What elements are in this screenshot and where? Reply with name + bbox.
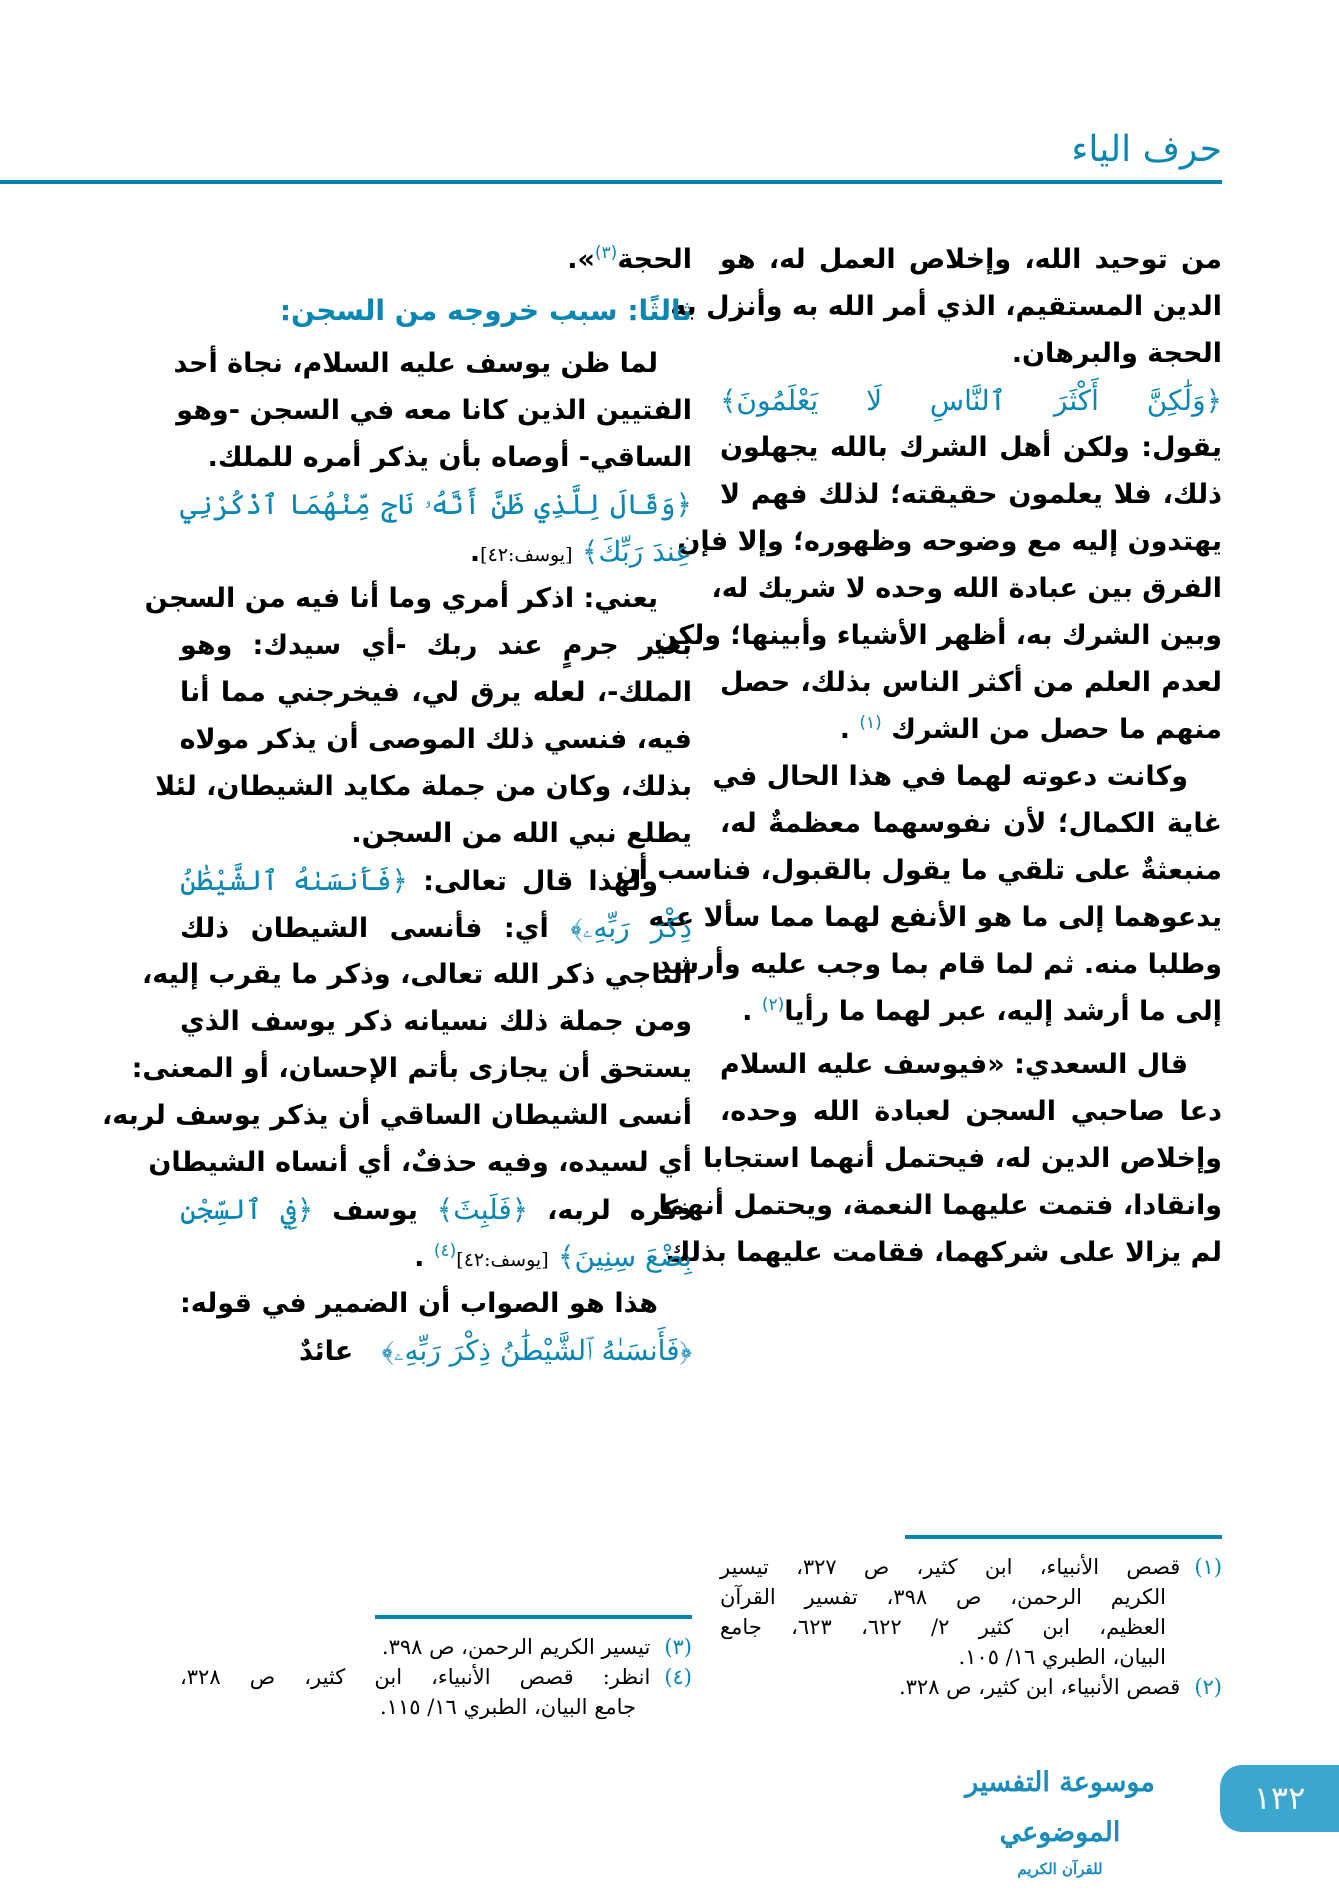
body-line: يعني: اذكر أمري وما أنا فيه من السجن [144, 583, 658, 614]
quran-verse: ﴿فِي ٱلسِّجْنِ [180, 1193, 314, 1226]
body-line: فيه، فنسي ذلك الموصى أن يذكر مولاه [179, 724, 692, 755]
quran-verse: بِضْعَ سِنِينَ﴾ [558, 1240, 692, 1273]
body-line: وانقادا، فتمت عليهما النعمة، ويحتمل أنهما [658, 1190, 1222, 1221]
logo-title: موسوعة التفسير الموضوعي [965, 1767, 1155, 1848]
punctuation: . [742, 996, 753, 1027]
body-line: من توحيد الله، وإخلاص العمل له، هو [720, 244, 1222, 275]
verse-line [180, 1233, 692, 1280]
footnote-ref-2[interactable]: (٢) [761, 995, 785, 1015]
footnote-line: البيان، الطبري ١٦/ ١٠٥. [958, 1645, 1166, 1669]
footnote-number: (٤) [664, 1665, 692, 1689]
body-line: بذلك، وكان من جملة مكايد الشيطان، لئلا [155, 771, 692, 802]
footnote-line: جامع البيان، الطبري ١٦/ ١١٥. [379, 1695, 636, 1719]
logo-subtitle: للقرآن الكريم [1017, 1860, 1103, 1878]
quran-verse: ذِكْرَ رَبِّهِۦ﴾ [570, 911, 692, 944]
body-line [720, 988, 1222, 1035]
body-text: عائدٌ [298, 1336, 354, 1367]
section-heading: ثالثًا: سبب خروجه من السجن: [279, 294, 692, 327]
footnote-text: قصص الأنبياء، ابن كثير، ص ٣٢٧، تيسير [720, 1555, 1181, 1579]
quran-verse: ﴿وَقَالَ لِلَّذِي ظَنَّ أَنَّهُۥ نَاجٖ مِّنْهُمَا ٱذْكُرْنِي [180, 488, 692, 521]
footnote-line: الكريم الرحمن، ص ٣٩٨، تفسير القرآن [720, 1585, 1167, 1609]
header-divider [0, 180, 1222, 184]
quran-verse: ﴿فَأَنسَىٰهُ ٱلشَّيْطَٰنُ ذِكْرَ رَبِّهِۦ﴾ [381, 1334, 692, 1367]
body-line [180, 904, 692, 951]
body-line [720, 706, 1222, 753]
body-line: الفتيين الذين كانا معه في السجن -وهو [176, 395, 692, 426]
punctuation: . [469, 537, 481, 568]
body-line: ذلك، فلا يعلمون حقيقته؛ لذلك فهم لا [720, 479, 1222, 510]
body-line: وكانت دعوته لهما في هذا الحال في [712, 761, 1188, 792]
footnote-number: (٢) [1194, 1675, 1222, 1699]
footnote-text: قصص الأنبياء، ابن كثير، ص ٣٢٨. [898, 1675, 1181, 1699]
body-line [180, 1327, 692, 1374]
quran-verse: عِندَ رَبِّكَ﴾ [581, 535, 692, 568]
body-line: منبعثةٌ على تلقي ما يقول بالقبول، فناسب أن [615, 855, 1222, 886]
punctuation: ». [567, 244, 595, 275]
body-text: منهم ما حصل من الشرك [891, 714, 1222, 745]
footnote-line: العظيم، ابن كثير ٢/ ٦٢٢، ٦٢٣، جامع [720, 1615, 1166, 1639]
footnote-1 [720, 1552, 1222, 1582]
body-text: ذكره لربه، [547, 1195, 692, 1226]
footnote-divider [905, 1535, 1222, 1539]
body-line: وبين الشرك به، أظهر الأشياء وأبينها؛ ولكن [654, 620, 1222, 651]
verse-reference: [يوسف:٤٢] [456, 1249, 549, 1271]
footnote-text: تيسير الكريم الرحمن، ص ٣٩٨. [381, 1635, 651, 1659]
body-line: الفرق بين عبادة الله وحده لا شريك له، [711, 573, 1222, 604]
punctuation: . [839, 714, 850, 745]
body-line: هذا هو الصواب أن الضمير في قوله: [180, 1288, 658, 1319]
body-line: ومن جملة ذلك نسيانه ذكر يوسف الذي [180, 1006, 692, 1037]
footnote-divider [375, 1615, 692, 1619]
body-line: أي لسيده، وفيه حذفٌ، أي أنساه الشيطان [148, 1147, 692, 1178]
body-line: لم يزالا على شركهما، فقامت عليهما بذلك [665, 1237, 1222, 1268]
footnote-ref-3[interactable]: (٣) [594, 243, 618, 263]
footnote-ref-4[interactable]: (٤) [433, 1241, 457, 1261]
body-line: الملك-، لعله يرق لي، فيخرجني مما أنا [180, 677, 692, 708]
body-text: الحجة [617, 244, 692, 275]
footnotes-left [180, 1632, 692, 1722]
page-number: ١٣٢ [1220, 1765, 1339, 1832]
quran-verse: ﴿فَأَنسَىٰهُ ٱلشَّيْطَٰنُ [180, 864, 408, 897]
footnote-4 [180, 1662, 692, 1692]
body-text: أي: فأنسى الشيطان ذلك [180, 913, 549, 944]
body-line: الدين المستقيم، الذي أمر الله به وأنزل به [670, 291, 1222, 322]
body-line: أنسى الشيطان الساقي أن يذكر يوسف لربه، [102, 1100, 692, 1131]
body-line: الناجي ذكر الله تعالى، وذكر ما يقرب إليه، [141, 959, 692, 990]
body-line: الساقي- أوصاه بأن يذكر أمره للملك. [207, 442, 692, 473]
body-line [180, 857, 692, 904]
body-line: يطلع نبي الله من السجن. [351, 818, 692, 849]
quran-verse: ﴿وَلَٰكِنَّ أَكْثَرَ ٱلنَّاسِ لَا يَعْلَمُونَ﴾ [720, 384, 1222, 417]
body-text: إلى ما أرشد إليه، عبر لهما ما رأيا [784, 996, 1222, 1027]
chapter-title: حرف الياء [1071, 129, 1222, 170]
footnote-ref-1[interactable]: (١) [859, 713, 882, 733]
body-line: الحجة والبرهان. [1011, 338, 1222, 369]
body-line: يهتدون إليه مع وضوحه وظهوره؛ وإلا فإن [677, 526, 1222, 557]
footnotes-right [720, 1552, 1222, 1702]
body-text: يوسف [332, 1195, 418, 1226]
body-text: ولهذا قال تعالى: [423, 866, 658, 897]
body-line: غاية الكمال؛ لأن نفوسهما معظمةٌ له، [720, 808, 1222, 839]
footnote-3 [180, 1632, 692, 1662]
body-line: يقول: ولكن أهل الشرك بالله يجهلون [720, 432, 1222, 463]
quran-verse: ﴿فَلَبِثَ﴾ [436, 1193, 529, 1226]
body-line: بغير جرمٍ عند ربك -أي سيدك: وهو [180, 630, 692, 661]
body-line: قال السعدي: «فيوسف عليه السلام [720, 1049, 1188, 1080]
body-line: لعدم العلم من أكثر الناس بذلك، حصل [720, 667, 1222, 698]
footnote-number: (٣) [664, 1635, 692, 1659]
body-line: وإخلاص الدين له، فيحتمل أنهما استجابا [702, 1143, 1222, 1174]
footnote-number: (١) [1194, 1555, 1223, 1579]
body-line: لما ظن يوسف عليه السلام، نجاة أحد [173, 348, 658, 379]
body-line: دعا صاحبي السجن لعبادة الله وحده، [720, 1096, 1222, 1127]
encyclopedia-logo [930, 1758, 1190, 1878]
body-line: وطلبا منه. ثم لما قام بما وجب عليه وأرشد [656, 949, 1222, 980]
punctuation: . [414, 1242, 425, 1273]
left-column [102, 236, 692, 1374]
body-line [180, 236, 692, 283]
footnote-text: انظر: قصص الأنبياء، ابن كثير، ص ٣٢٨، [180, 1665, 651, 1689]
body-line: يدعوهما إلى ما هو الأنفع لهما مما سألا عنه [648, 902, 1222, 933]
body-line: يستحق أن يجازى بأتم الإحسان، أو المعنى: [131, 1053, 692, 1084]
footnote-2 [720, 1672, 1222, 1702]
verse-line [180, 528, 692, 575]
verse-reference: [يوسف:٤٢] [480, 544, 573, 566]
body-line [180, 1186, 692, 1233]
